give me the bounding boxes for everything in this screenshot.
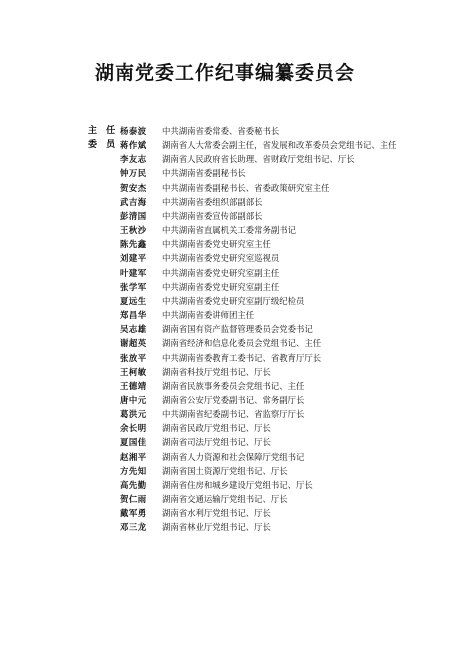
member-row bbox=[88, 308, 423, 322]
member-row bbox=[88, 280, 423, 294]
member-post: 湖南省经济和信息化委员会党组书记、主任 bbox=[162, 338, 322, 349]
member-name: 刘建平 bbox=[120, 253, 147, 264]
member-row bbox=[88, 195, 423, 209]
member-row bbox=[88, 209, 423, 223]
member-name: 张学军 bbox=[120, 281, 147, 292]
member-name: 赵湘平 bbox=[120, 451, 147, 462]
member-name: 武吉海 bbox=[120, 196, 147, 207]
member-post: 中共湖南省委党史研究室副主任 bbox=[162, 267, 280, 278]
member-row bbox=[88, 251, 423, 265]
member-row bbox=[88, 407, 423, 421]
member-name: 钟万民 bbox=[120, 168, 147, 179]
member-name: 彭清国 bbox=[120, 210, 147, 221]
member-row bbox=[88, 478, 423, 492]
member-post: 湖南省人民政府省长助理、省财政厅党组书记、厅长 bbox=[162, 154, 355, 165]
member-post: 湖南省人大常委会副主任，省发展和改革委员会党组书记、主任 bbox=[162, 140, 397, 151]
member-post: 中共湖南省委副秘书长 bbox=[162, 168, 246, 179]
member-row bbox=[88, 124, 423, 138]
member-name: 葛洪元 bbox=[120, 409, 147, 420]
member-post: 中共湖南省委副秘书长、省委政策研究室主任 bbox=[162, 182, 330, 193]
member-name: 夏国佳 bbox=[120, 437, 147, 448]
member-name: 王柯敏 bbox=[120, 366, 147, 377]
member-row bbox=[88, 294, 423, 308]
member-name: 叶建军 bbox=[120, 267, 147, 278]
member-post: 湖南省民族事务委员会党组书记、主任 bbox=[162, 380, 305, 391]
member-row bbox=[88, 421, 423, 435]
member-row bbox=[88, 351, 423, 365]
member-name: 李友志 bbox=[120, 154, 147, 165]
member-roster bbox=[88, 124, 423, 535]
member-row bbox=[88, 520, 423, 534]
member-name: 夏远生 bbox=[120, 295, 147, 306]
member-post: 湖南省住房和城乡建设厅党组书记、厅长 bbox=[162, 479, 313, 490]
member-row bbox=[88, 492, 423, 506]
member-name: 贺仁雨 bbox=[120, 494, 147, 505]
member-post: 湖南省交通运输厅党组书记、厅长 bbox=[162, 494, 288, 505]
member-row bbox=[88, 450, 423, 464]
member-row bbox=[88, 152, 423, 166]
member-post: 中共湖南省纪委副书记、省监察厅厅长 bbox=[162, 409, 305, 420]
member-row bbox=[88, 266, 423, 280]
member-name: 王德靖 bbox=[120, 380, 147, 391]
member-name: 蒋作斌 bbox=[120, 140, 147, 151]
member-post: 湖南省公安厅党委副书记、常务副厅长 bbox=[162, 394, 305, 405]
member-row bbox=[88, 464, 423, 478]
member-post: 中共湖南省委宣传部副部长 bbox=[162, 210, 263, 221]
member-row bbox=[88, 237, 423, 251]
member-name: 邓三龙 bbox=[120, 522, 147, 533]
member-name: 唐中元 bbox=[120, 394, 147, 405]
member-name: 郑昌华 bbox=[120, 310, 147, 321]
member-post: 中共湖南省直属机关工委常务副书记 bbox=[162, 225, 296, 236]
member-row bbox=[88, 336, 423, 350]
member-name: 方先知 bbox=[120, 465, 147, 476]
member-name: 张放平 bbox=[120, 352, 147, 363]
member-post: 中共湖南省委常委、省委秘书长 bbox=[162, 126, 280, 136]
member-post: 湖南省水利厅党组书记、厅长 bbox=[162, 508, 271, 519]
member-row bbox=[88, 223, 423, 237]
member-post: 湖南省民政厅党组书记、厅长 bbox=[162, 423, 271, 434]
member-post: 湖南省人力资源和社会保障厅党组书记 bbox=[162, 451, 305, 462]
member-post: 湖南省科技厅党组书记、厅长 bbox=[162, 366, 271, 377]
page-title: 湖南党委工作纪事编纂委员会 bbox=[94, 62, 355, 84]
member-post: 中共湖南省委党史研究室主任 bbox=[162, 239, 271, 250]
member-name: 戴军勇 bbox=[120, 508, 147, 519]
member-name: 谢超英 bbox=[120, 338, 147, 349]
member-row bbox=[88, 322, 423, 336]
member-name: 杨泰波 bbox=[120, 126, 147, 136]
member-post: 中共湖南省委讲师团主任 bbox=[162, 310, 255, 321]
member-role: 主 任 bbox=[88, 126, 119, 136]
member-row bbox=[88, 506, 423, 520]
member-row bbox=[88, 181, 423, 195]
member-post: 湖南省国有资产监督管理委员会党委书记 bbox=[162, 324, 313, 335]
member-name: 高先勤 bbox=[120, 479, 147, 490]
member-name: 余长明 bbox=[120, 423, 147, 434]
member-name: 吴志雄 bbox=[120, 324, 147, 335]
member-row bbox=[88, 435, 423, 449]
member-row bbox=[88, 166, 423, 180]
member-post: 湖南省国土资源厅党组书记、厅长 bbox=[162, 465, 288, 476]
member-row bbox=[88, 379, 423, 393]
member-post: 中共湖南省委党史研究室巡视员 bbox=[162, 253, 280, 264]
member-post: 湖南省司法厅党组书记、厅长 bbox=[162, 437, 271, 448]
member-post: 中共湖南省委教育工委书记、省教育厅厅长 bbox=[162, 352, 322, 363]
member-row bbox=[88, 393, 423, 407]
member-row bbox=[88, 138, 423, 152]
member-name: 贺安杰 bbox=[120, 182, 147, 193]
member-post: 湖南省林业厅党组书记、厅长 bbox=[162, 522, 271, 533]
member-post: 中共湖南省委组织部副部长 bbox=[162, 196, 263, 207]
member-name: 王秋沙 bbox=[120, 225, 147, 236]
member-role: 委 员 bbox=[88, 140, 119, 151]
member-post: 中共湖南省委党史研究室副主任 bbox=[162, 281, 280, 292]
member-post: 中共湖南省委党史研究室副厅级纪检员 bbox=[162, 295, 305, 306]
member-name: 陈先鑫 bbox=[120, 239, 147, 250]
member-row bbox=[88, 365, 423, 379]
